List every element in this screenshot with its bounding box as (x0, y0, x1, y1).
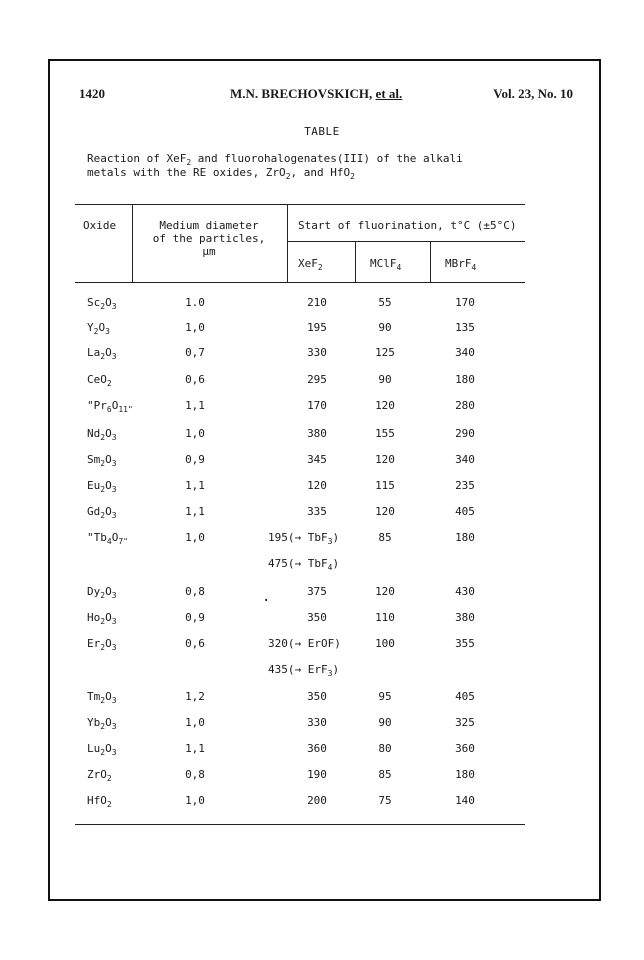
header-bottom-rule (75, 282, 525, 283)
table-row (0, 690, 644, 708)
oxide-text: Dy (87, 585, 101, 598)
mbrf4-cell: 180 (455, 373, 475, 386)
oxide-sub: 3 (111, 511, 117, 520)
author-names: M.N. BRECHOVSKICH, (230, 86, 373, 101)
mbrf4-cell: 430 (455, 585, 475, 598)
et-al: et al. (375, 86, 403, 101)
oxide-sub: 2 (100, 617, 106, 626)
oxide-text: Sc (87, 296, 101, 309)
oxide-text: O (105, 716, 112, 729)
xef2-cell: 380 (307, 427, 327, 440)
oxide-cell (87, 453, 117, 466)
caption-sub: 2 (186, 158, 192, 167)
oxide-sub: 3 (111, 617, 117, 626)
oxide-text: O (111, 531, 119, 544)
oxide-text: Eu (87, 479, 101, 492)
oxide-text: ZrO (87, 768, 107, 781)
oxide-cell (87, 637, 117, 650)
author-line (230, 86, 402, 102)
oxide-sub: 2 (106, 379, 112, 388)
table-top-rule (75, 204, 525, 205)
oxide-text: O (105, 585, 112, 598)
oxide-text: O (105, 505, 112, 518)
mclf4-cell: 110 (375, 611, 395, 624)
oxide-sub: 2 (106, 774, 112, 783)
table-row (0, 399, 644, 417)
mbrf4-cell: 140 (455, 794, 475, 807)
oxide-text: Lu (87, 742, 101, 755)
xef2-cell: 330 (307, 346, 327, 359)
xef2-cell: 295 (307, 373, 327, 386)
oxide-text: "Tb (87, 531, 107, 544)
diameter-cell: 1,0 (185, 531, 205, 544)
oxide-text: O (105, 611, 112, 624)
xef2-text: 435(→ ErF (268, 663, 328, 676)
xef2-text: ) (332, 663, 340, 676)
mbrf4-cell: 180 (455, 768, 475, 781)
oxide-sub: 6 (106, 405, 112, 414)
diameter-cell: 0,7 (185, 346, 205, 359)
table-row (0, 716, 644, 734)
oxide-text: O (105, 296, 112, 309)
oxide-text: O (105, 453, 112, 466)
page-number: 1420 (79, 86, 105, 101)
diameter-cell: 1,1 (185, 479, 205, 492)
mclf4-cell: 90 (378, 716, 392, 729)
oxide-sub: 7" (118, 537, 128, 546)
oxide-sub: 3 (111, 302, 117, 311)
table-row (0, 505, 644, 523)
table-row (0, 742, 644, 760)
header-diameter-line: of the particles, (152, 232, 266, 245)
xef2-text: ) (332, 557, 340, 570)
xef2-sub: 3 (327, 537, 333, 546)
oxide-cell (87, 479, 117, 492)
xef2-cell: 200 (307, 794, 327, 807)
diameter-cell: 0,9 (185, 453, 205, 466)
oxide-cell (87, 690, 117, 703)
mbrf4-cell: 235 (455, 479, 475, 492)
table-label: TABLE (304, 125, 340, 138)
xef2-text: 475(→ TbF (268, 557, 328, 570)
diameter-cell: 0,6 (185, 373, 205, 386)
xef2-cell (268, 557, 378, 570)
oxide-text: Tm (87, 690, 101, 703)
header-mbrf4 (445, 257, 476, 270)
header-text: MBrF (445, 257, 472, 270)
oxide-cell (87, 427, 117, 440)
oxide-text: La (87, 346, 101, 359)
header-diameter-unit: µm (202, 245, 216, 258)
mclf4-cell: 120 (375, 453, 395, 466)
mclf4-cell: 80 (378, 742, 392, 755)
oxide-text: Ho (87, 611, 101, 624)
xef2-cell: 170 (307, 399, 327, 412)
volume-issue: Vol. 23, No. 10 (493, 86, 573, 101)
mclf4-cell: 90 (378, 373, 392, 386)
caption-sub: 2 (350, 172, 355, 181)
oxide-sub: 2 (100, 696, 106, 705)
header-sub: 2 (317, 263, 323, 272)
header-sub: 4 (396, 263, 402, 272)
header-sub: 4 (471, 263, 477, 272)
diameter-cell: 0,6 (185, 637, 205, 650)
diameter-cell: 1,1 (185, 505, 205, 518)
diameter-cell: 0,8 (185, 585, 205, 598)
table-row (0, 531, 644, 549)
xef2-cell: 195 (307, 321, 327, 334)
mclf4-cell: 90 (378, 321, 392, 334)
oxide-text: Yb (87, 716, 101, 729)
mbrf4-cell: 170 (455, 296, 475, 309)
mclf4-cell: 125 (375, 346, 395, 359)
oxide-sub: 3 (111, 459, 117, 468)
oxide-text: Sm (87, 453, 101, 466)
oxide-text: Nd (87, 427, 101, 440)
xef2-cell: 350 (307, 690, 327, 703)
xef2-text: 195(→ TbF (268, 531, 328, 544)
oxide-text: O (105, 427, 112, 440)
header-diameter (133, 219, 285, 258)
oxide-cell (87, 505, 117, 518)
header-divider (355, 241, 356, 282)
xef2-sub: 4 (327, 563, 333, 572)
oxide-cell (87, 531, 128, 544)
xef2-cell (268, 663, 378, 676)
mbrf4-cell: 360 (455, 742, 475, 755)
table-row (0, 585, 644, 603)
diameter-cell: 1,0 (185, 427, 205, 440)
mbrf4-cell: 340 (455, 453, 475, 466)
table-row (0, 611, 644, 629)
xef2-cell: 375 (307, 585, 327, 598)
oxide-cell (87, 611, 117, 624)
diameter-cell: 0,8 (185, 768, 205, 781)
xef2-cell: 120 (307, 479, 327, 492)
oxide-text: O (98, 321, 106, 334)
oxide-sub: 3 (111, 485, 117, 494)
oxide-cell (87, 346, 117, 359)
subheader-rule (287, 241, 525, 242)
mbrf4-cell: 405 (455, 690, 475, 703)
diameter-cell: 1,1 (185, 742, 205, 755)
oxide-sub: 2 (100, 459, 106, 468)
caption-text: metals with the RE oxides, ZrO (87, 166, 286, 179)
table-row (0, 794, 644, 812)
table-row (0, 453, 644, 471)
oxide-text: O (105, 637, 112, 650)
oxide-text: Gd (87, 505, 101, 518)
header-text: MClF (370, 257, 397, 270)
mbrf4-cell: 135 (455, 321, 475, 334)
table-row (0, 373, 644, 391)
oxide-text: O (111, 399, 119, 412)
oxide-sub: 3 (111, 433, 117, 442)
xef2-cell: 345 (307, 453, 327, 466)
mclf4-cell: 155 (375, 427, 395, 440)
table-row-continuation (0, 557, 644, 575)
table-row-continuation (0, 663, 644, 681)
diameter-cell: 1,0 (185, 321, 205, 334)
diameter-cell: 1,0 (185, 794, 205, 807)
oxide-text: "Pr (87, 399, 107, 412)
header-divider (287, 204, 288, 282)
diameter-cell: 1,2 (185, 690, 205, 703)
header-oxide: Oxide (83, 219, 117, 232)
diameter-cell: 1,1 (185, 399, 205, 412)
oxide-sub: 2 (100, 352, 106, 361)
oxide-text: O (105, 479, 112, 492)
header-xef2 (298, 257, 323, 270)
stray-dot: · (262, 593, 271, 609)
mbrf4-cell: 180 (455, 531, 475, 544)
table-row (0, 637, 644, 655)
oxide-sub: 2 (106, 800, 112, 809)
oxide-cell (87, 794, 112, 807)
oxide-text: Er (87, 637, 101, 650)
diameter-cell: 1,0 (185, 716, 205, 729)
oxide-text: O (105, 690, 112, 703)
mclf4-cell: 95 (378, 690, 392, 703)
mbrf4-cell: 280 (455, 399, 475, 412)
table-row (0, 296, 644, 314)
diameter-cell: 0,9 (185, 611, 205, 624)
oxide-sub: 3 (111, 748, 117, 757)
oxide-cell (87, 742, 117, 755)
xef2-cell (268, 531, 378, 544)
oxide-sub: 4 (106, 537, 112, 546)
xef2-sub: 3 (327, 669, 333, 678)
xef2-text: ) (332, 531, 340, 544)
header-mclf4 (370, 257, 401, 270)
oxide-sub: 2 (100, 511, 106, 520)
oxide-cell (87, 399, 133, 412)
oxide-sub: 2 (100, 748, 106, 757)
header-divider (430, 241, 431, 282)
oxide-sub: 2 (100, 433, 106, 442)
oxide-text: Y (87, 321, 94, 334)
oxide-cell (87, 716, 117, 729)
table-caption (87, 152, 463, 180)
caption-sub: 2 (285, 172, 291, 181)
header-start-fluorination: Start of fluorination, t°C (±5°C) (298, 219, 517, 232)
mbrf4-cell: 355 (455, 637, 475, 650)
oxide-cell (87, 585, 117, 598)
oxide-sub: 2 (100, 302, 106, 311)
oxide-text: CeO (87, 373, 107, 386)
oxide-sub: 2 (100, 643, 106, 652)
xef2-cell: 350 (307, 611, 327, 624)
mclf4-cell: 100 (375, 637, 395, 650)
table-row (0, 479, 644, 497)
diameter-cell: 1.0 (185, 296, 205, 309)
xef2-cell: 190 (307, 768, 327, 781)
running-header (79, 86, 573, 104)
mclf4-cell: 115 (375, 479, 395, 492)
mbrf4-cell: 405 (455, 505, 475, 518)
xef2-cell: 360 (307, 742, 327, 755)
oxide-sub: 3 (111, 696, 117, 705)
oxide-text: HfO (87, 794, 107, 807)
oxide-sub: 2 (100, 591, 106, 600)
oxide-sub: 2 (100, 485, 106, 494)
caption-text: Reaction of XeF (87, 152, 187, 165)
oxide-sub: 2 (93, 327, 99, 336)
table-row (0, 427, 644, 445)
oxide-sub: 2 (100, 722, 106, 731)
oxide-sub: 11" (118, 405, 133, 414)
oxide-cell (87, 296, 117, 309)
mbrf4-cell: 340 (455, 346, 475, 359)
table-row (0, 321, 644, 339)
mbrf4-cell: 325 (455, 716, 475, 729)
oxide-sub: 3 (111, 591, 117, 600)
mclf4-cell: 120 (375, 585, 395, 598)
caption-text: , and HfO (290, 166, 351, 179)
xef2-cell: 210 (307, 296, 327, 309)
xef2-cell: 320(→ ErOF) (268, 637, 341, 650)
oxide-sub: 3 (111, 643, 117, 652)
mclf4-cell: 120 (375, 399, 395, 412)
table-row (0, 768, 644, 786)
caption-text: and fluorohalogenates(III) of the alkali (191, 152, 463, 165)
mclf4-cell: 85 (378, 531, 392, 544)
mclf4-cell: 55 (378, 296, 392, 309)
xef2-cell: 330 (307, 716, 327, 729)
mclf4-cell: 120 (375, 505, 395, 518)
oxide-cell (87, 321, 110, 334)
oxide-text: O (105, 742, 112, 755)
xef2-cell: 335 (307, 505, 327, 518)
mbrf4-cell: 380 (455, 611, 475, 624)
oxide-sub: 3 (105, 327, 110, 336)
mbrf4-cell: 290 (455, 427, 475, 440)
mclf4-cell: 85 (378, 768, 392, 781)
header-text: XeF (298, 257, 318, 270)
oxide-sub: 3 (111, 352, 117, 361)
oxide-cell (87, 373, 112, 386)
table-row (0, 346, 644, 364)
oxide-cell (87, 768, 112, 781)
header-diameter-line: Medium diameter (159, 219, 259, 232)
oxide-sub: 3 (111, 722, 117, 731)
oxide-text: O (105, 346, 112, 359)
table-bottom-rule (75, 824, 525, 825)
mclf4-cell: 75 (378, 794, 392, 807)
